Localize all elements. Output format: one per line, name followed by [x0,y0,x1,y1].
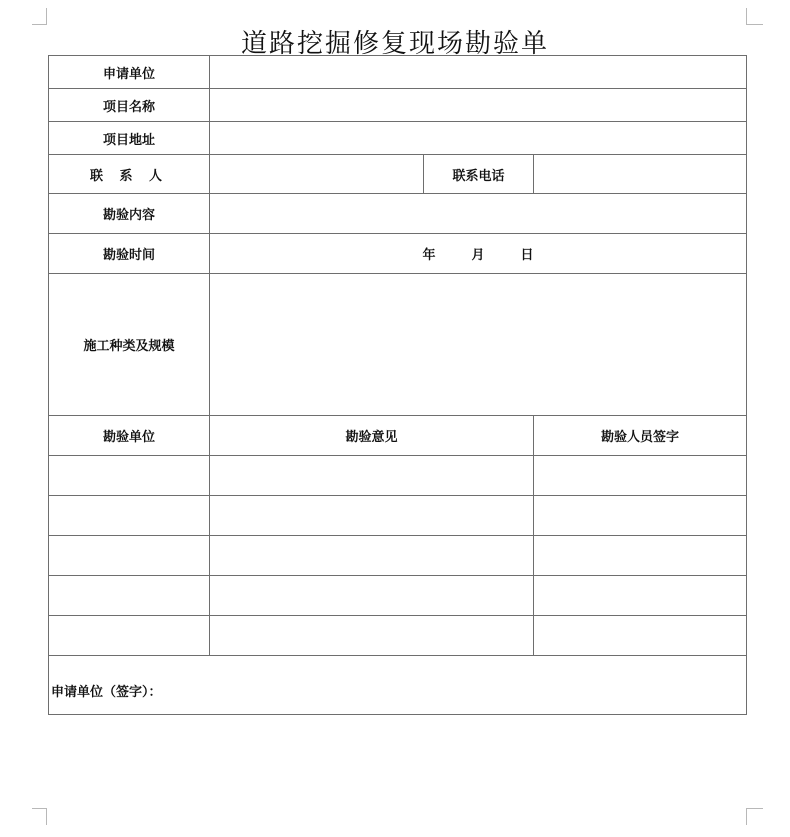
opinion-header-opinion: 勘验意见 [210,416,534,456]
applicant-unit-label: 申请单位 [49,56,210,89]
inspection-time-row [49,234,747,274]
date-year-label: 年 [422,248,436,263]
document-title: 道路挖掘修复现场勘验单 [240,29,549,59]
applicant-unit-field[interactable] [210,56,747,89]
opinion-row [49,616,747,656]
construction-type-field[interactable] [210,274,747,416]
opinion-unit-cell[interactable] [49,536,210,576]
signature-row [49,656,747,715]
inspection-content-row [49,194,747,234]
opinion-signature-cell[interactable] [534,616,747,656]
inspection-time-label: 勘验时间 [49,234,210,274]
opinion-unit-cell[interactable] [49,616,210,656]
inspection-content-field[interactable] [210,194,747,234]
project-address-field[interactable] [210,122,747,155]
date-month-label: 月 [471,248,485,263]
opinion-header-signature: 勘验人员签字 [534,416,747,456]
project-name-field[interactable] [210,89,747,122]
opinion-signature-cell[interactable] [534,576,747,616]
construction-type-label: 施工种类及规模 [49,274,210,416]
opinion-unit-cell[interactable] [49,576,210,616]
project-address-row [49,122,747,155]
opinion-header-unit: 勘验单位 [49,416,210,456]
inspection-content-label: 勘验内容 [49,194,210,234]
opinion-text-cell[interactable] [210,456,534,496]
opinion-row [49,456,747,496]
crop-mark-bottom-left [32,808,47,825]
opinion-text-cell[interactable] [210,536,534,576]
project-name-row [49,89,747,122]
contact-person-field[interactable] [210,155,424,194]
contact-person-label: 联 系 人 [49,155,210,194]
opinion-text-cell[interactable] [210,616,534,656]
inspection-form-table [48,55,747,715]
opinion-header-row [49,416,747,456]
opinion-unit-cell[interactable] [49,456,210,496]
opinion-text-cell[interactable] [210,576,534,616]
applicant-unit-row [49,56,747,89]
opinion-signature-cell[interactable] [534,456,747,496]
contact-phone-label: 联系电话 [424,155,534,194]
opinion-signature-cell[interactable] [534,536,747,576]
applicant-signature-label: 申请单位（签字）： [51,685,162,700]
opinion-row [49,576,747,616]
contact-phone-field[interactable] [534,155,747,194]
opinion-signature-cell[interactable] [534,496,747,536]
project-name-label: 项目名称 [49,89,210,122]
construction-type-row [49,274,747,416]
opinion-text-cell[interactable] [210,496,534,536]
inspection-date-field[interactable] [210,234,747,274]
applicant-signature-field[interactable] [49,656,747,715]
opinion-row [49,496,747,536]
date-day-label: 日 [520,248,534,263]
crop-mark-bottom-right [746,808,763,825]
project-address-label: 项目地址 [49,122,210,155]
opinion-row [49,536,747,576]
opinion-unit-cell[interactable] [49,496,210,536]
contact-row [49,155,747,194]
